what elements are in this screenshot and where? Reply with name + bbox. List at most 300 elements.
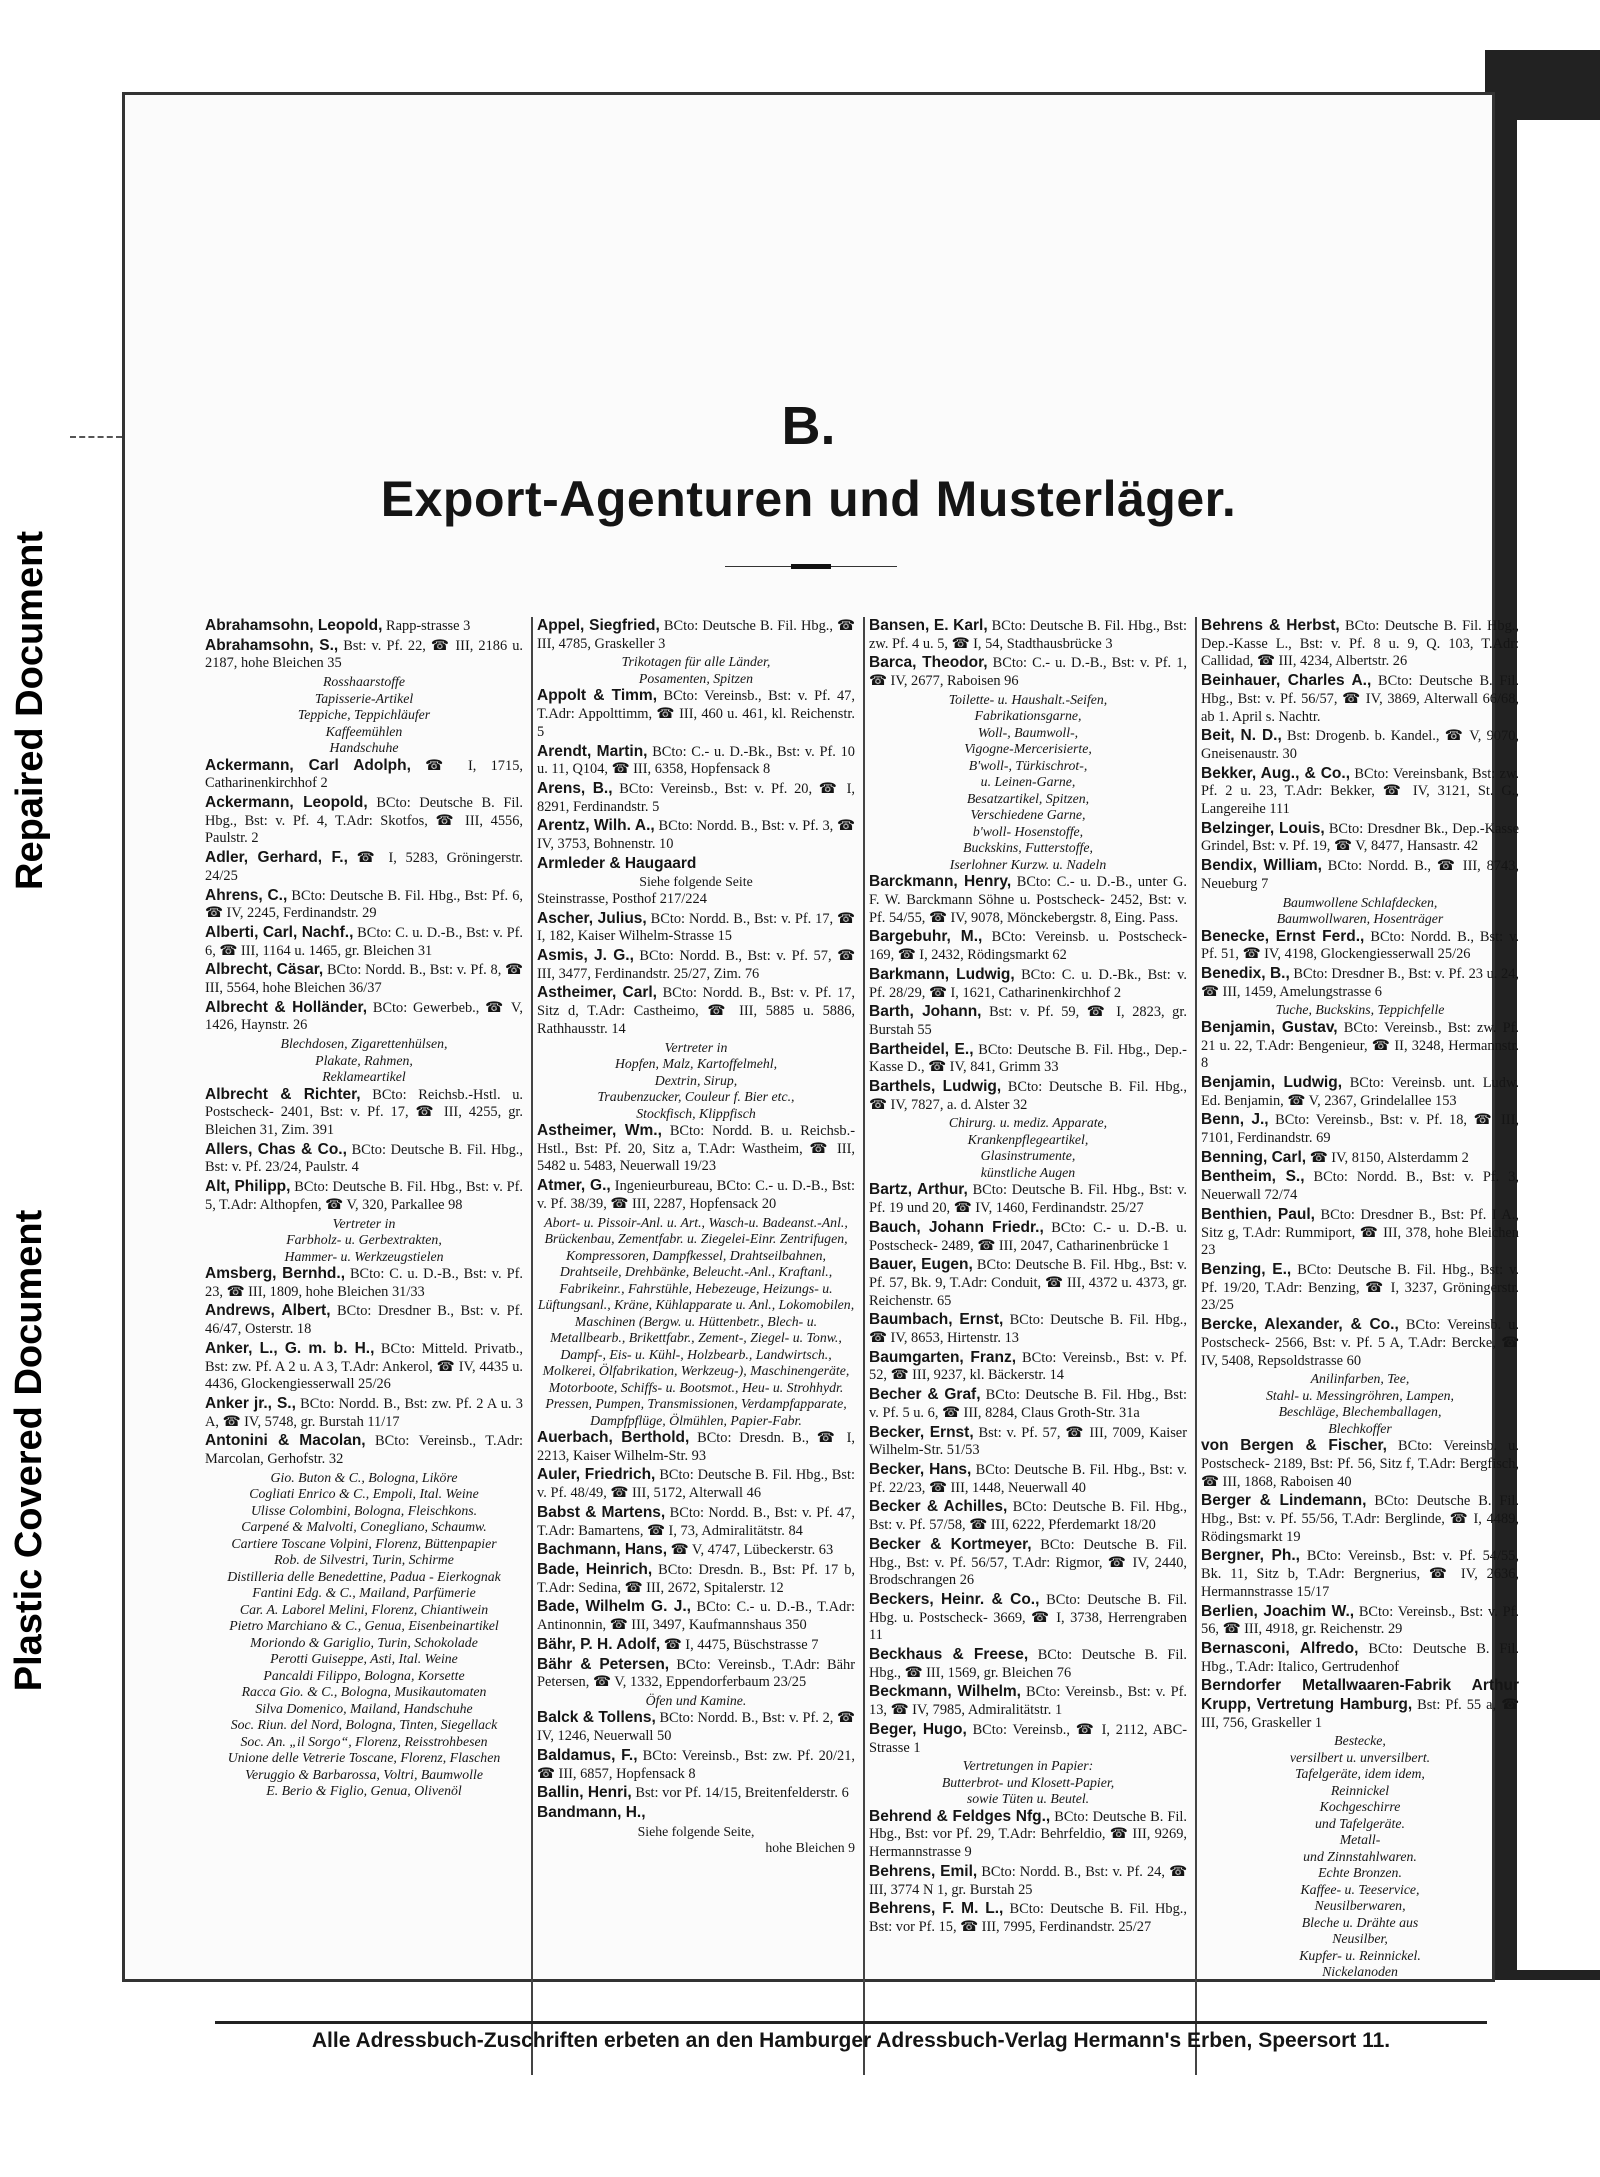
entry-firm-name: Abrahamsohn, S., <box>205 636 339 654</box>
entry-details: BCto: Deutsche B. Fil. Hbg., Bst: vor Pf. 15, ☎ III, 7995, Ferdinandstr. 25/27 <box>869 1901 1187 1935</box>
entry-details: Ingenieurbureau, BCto: C.- u. D.-B., Bst: v. Pf. 38/39, ☎ III, 2287, Hopfensack 20 <box>537 1178 855 1212</box>
entry-firm-name: Armleder & Haugaard <box>537 854 697 872</box>
directory-entry <box>205 924 523 960</box>
entry-firm-name: Bercke, Alexander, & Co., <box>1201 1316 1399 1334</box>
entry-firm-name: Beckers, Heinr. & Co., <box>869 1590 1040 1608</box>
directory-entry <box>869 1536 1187 1590</box>
entry-product-line: Cogliati Enrico & C., Empoli, Ital. Weine <box>249 1486 479 1502</box>
entry-product-line: versilbert u. unversilbert. <box>1289 1749 1431 1765</box>
entry-details: BCto: Vereinsb. u. Postscheck- 2566, Bst: v. Pf. 5 A, T.Adr: Bercke, ☎ IV, 5408, Repsoldstrasse 60 <box>1201 1317 1519 1369</box>
entry-details: BCto: C. u. D.-Bk., Bst: v. Pf. 28/29, ☎ I, 1621, Catharinenkirchhof 2 <box>869 966 1187 1001</box>
directory-entry <box>537 617 855 653</box>
directory-entry <box>1201 1640 1519 1676</box>
entry-product-line: Tafelgeräte, idem idem, <box>1295 1766 1425 1782</box>
directory-entry <box>205 757 523 793</box>
entry-details: BCto: Dresdner B., Bst: v. Pf. 46/47, Osterstr. 18 <box>205 1303 523 1338</box>
entry-details: BCto: Vereinsb., ☎ I, 2112, ABC-Strasse 1 <box>869 1721 1187 1756</box>
entry-product-line: Pietro Marchiano & C., Genua, Eisenbeinartikel <box>229 1618 499 1634</box>
entry-product-line: Soc. Riun. del Nord, Bologna, Tinten, Siegellack <box>230 1717 498 1733</box>
directory-entry <box>537 780 855 816</box>
entry-product-line: Stahl- u. Messingröhren, Lampen, <box>1265 1387 1455 1403</box>
entry-firm-name: Appel, Siegfried, <box>537 617 660 634</box>
entry-details: BCto: Vereinsb., Bst: v. Pf. 18, ☎ III, 7101, Ferdinandstr. 69 <box>1201 1112 1519 1147</box>
entry-details: BCto: Deutsche B. Fil. Hbg., ☎ IV, 7827, a. d. Alster 32 <box>869 1079 1187 1113</box>
entry-firm-name: Beinhauer, Charles A., <box>1201 672 1372 690</box>
entry-product-line: Baumwollene Schlafdecken, <box>1282 894 1438 910</box>
directory-entry <box>1201 1677 1519 1732</box>
directory-entry <box>1201 1547 1519 1601</box>
directory-entry <box>869 1808 1187 1862</box>
entry-product-line: und Zinnstahlwaren. <box>1303 1848 1417 1864</box>
entry-details: BCto: Vereinsb., Bst: v. Pf. 47, T.Adr: Appolttimm, ☎ III, 460 u. 461, kl. Reichenstr. 5 <box>537 688 855 740</box>
section-letter: B. <box>781 396 836 456</box>
entry-firm-name: Beckhaus & Freese, <box>869 1646 1029 1664</box>
entry-details: BCto: Dresdner B., Bst: v. Pf. 23 u. 24, ☎ III, 1459, Amelungstrasse 6 <box>1201 965 1519 1000</box>
entry-product-line: Kaffeemühlen <box>325 723 403 739</box>
directory-entry <box>537 687 855 741</box>
entry-details: BCto: Deutsche B. Fil. Hbg., ☎ III, 4785, Graskeller 3 <box>537 618 855 652</box>
entry-details: BCto: Nordd. B., Bst: v. Pf. 51, ☎ IV, 4198, Glockengiesserwall 25/26 <box>1201 928 1519 963</box>
directory-entry <box>1201 820 1519 856</box>
entry-details: BCto: Deutsche B. Fil. Hbg. u. Postscheck- 3669, ☎ I, 3738, Herrengraben 11 <box>869 1591 1187 1644</box>
entry-details: BCto: Deutsche B. Fil. Hbg., Bst: v. Pf. 19 und 20, ☎ IV, 1460, Ferdinandstr. 25/27 <box>869 1182 1187 1217</box>
entry-firm-name: Auerbach, Berthold, <box>537 1429 690 1447</box>
entry-firm-name: Ackermann, Leopold, <box>205 794 368 812</box>
entry-firm-name: Albrecht, Cäsar, <box>205 961 324 979</box>
entry-details: BCto: Nordd. B., Bst: zw. Pf. 2 A u. 3 A, ☎ IV, 5748, gr. Burstah 11/17 <box>205 1396 523 1430</box>
entry-firm-name: Behrens & Herbst, <box>1201 617 1340 634</box>
directory-entry <box>537 891 855 909</box>
entry-product-line: Metall- <box>1339 1832 1381 1848</box>
directory-entry <box>869 617 1187 653</box>
entry-firm-name: Benjamin, Gustav, <box>1201 1018 1338 1036</box>
entry-details: BCto: Nordd. B., Bst: v. Pf. 57, ☎ III, 3477, Ferdinandstr. 25/27, Zim. 76 <box>537 948 855 982</box>
directory-entry <box>537 1784 855 1803</box>
entry-details: Bst: Drogenb. b. Kandel., ☎ V, 9070, Gneisenaustr. 30 <box>1201 728 1519 762</box>
entry-product-line: Neusilber, <box>1332 1931 1388 1947</box>
entry-firm-name: Baumgarten, Franz, <box>869 1348 1017 1366</box>
entry-details: BCto: Deutsche B. Fil. Hbg., Bst: v. Pf. 4, T.Adr: Skotfos, ☎ III, 4556, Paulstr. 2 <box>205 795 523 847</box>
directory-entry <box>1201 1206 1519 1260</box>
directory-entry <box>205 849 523 885</box>
entry-product-line: Kochgeschirre <box>1319 1799 1401 1815</box>
entry-firm-name: Beit, N. D., <box>1201 727 1282 745</box>
directory-entry <box>537 855 855 874</box>
entry-firm-name: Benthien, Paul, <box>1201 1205 1315 1223</box>
entry-firm-name: Bachmann, Hans, <box>537 1541 668 1559</box>
directory-entry <box>1201 1437 1519 1491</box>
directory-entry <box>1201 617 1519 671</box>
directory-entry <box>869 1863 1187 1899</box>
entry-details: BCto: Vereinsb., T.Adr: Bähr Petersen, ☎ V, 1332, Eppendorferbaum 23/25 <box>537 1656 855 1691</box>
entry-product-line: Tapisserie-Artikel <box>314 690 414 706</box>
directory-entry <box>1201 857 1519 893</box>
entry-product-line: Blechdosen, Zigarettenhülsen, <box>280 1036 448 1052</box>
directory-entry <box>1201 1111 1519 1147</box>
column-3 <box>869 617 1187 2075</box>
directory-entry <box>869 1461 1187 1497</box>
entry-product-line: Veruggio & Barbarossa, Voltri, Baumwolle <box>245 1766 483 1782</box>
entry-details: ☎ I, 5283, Gröningerstr. 24/25 <box>205 850 523 884</box>
entry-details: Bst: v. Pf. 57, ☎ III, 7009, Kaiser Wilhelm-Str. 51/53 <box>869 1424 1187 1459</box>
entry-product-line: Besatzartikel, Spitzen, <box>966 790 1090 806</box>
entry-firm-name: Abrahamsohn, Leopold, <box>205 617 383 634</box>
entry-product-line: Vigogne-Mercerisierte, <box>964 741 1092 757</box>
entry-details: Bst: v. Pf. 22, ☎ III, 2186 u. 2187, hohe Bleichen 35 <box>205 637 523 672</box>
directory-entry <box>1201 1316 1519 1370</box>
entry-details: BCto: Vereinsb., Bst: zw. Pf. 20/21, ☎ III, 6857, Hopfensack 8 <box>537 1747 855 1782</box>
entry-product-line: Buckskins, Futterstoffe, <box>963 840 1093 856</box>
directory-entry <box>537 1429 855 1465</box>
entry-product-line: b'woll- Hosenstoffe, <box>972 823 1084 839</box>
entry-details: BCto: Vereinsb., Bst: zw. Pf. 21 u. 22, T.Adr: Bengenieur, ☎ II, 3248, Hermannstr. 8 <box>1201 1019 1519 1072</box>
entry-product-line: sowie Tüten u. Beutel. <box>966 1791 1090 1807</box>
directory-entry <box>869 1900 1187 1936</box>
entry-details: BCto: Vereinsbank, Bst: zw. Pf. 2 u. 23, T.Adr: Bekker, ☎ IV, 3121, St. G., Langereihe 111 <box>1201 765 1519 818</box>
entry-firm-name: Bähr, P. H. Adolf, <box>537 1635 661 1653</box>
entry-firm-name: Babst & Martens, <box>537 1503 666 1521</box>
entry-firm-name: Becker, Hans, <box>869 1461 972 1478</box>
entry-firm-name: Bergner, Ph., <box>1201 1547 1300 1565</box>
entry-details: BCto: Nordd. B., Bst: v. Pf. 8, ☎ III, 5564, hohe Bleichen 36/37 <box>205 962 523 997</box>
entry-firm-name: Alt, Philipp, <box>205 1178 291 1196</box>
entry-firm-name: Baumbach, Ernst, <box>869 1311 1004 1329</box>
entry-product-line: und Tafelgeräte. <box>1315 1815 1405 1831</box>
entry-details: ☎ I, 4475, Büschstrasse 7 <box>663 1636 819 1653</box>
directory-entry <box>537 743 855 779</box>
entry-firm-name: Albrecht & Richter, <box>205 1085 361 1103</box>
entry-firm-name: Ascher, Julius, <box>537 909 647 927</box>
entry-details: BCto: Vereinsb. u. Postscheck- 2189, Bst: Pf. 56, Sitz f, T.Adr: Bergfisch, ☎ III, 1868, Raboisen 40 <box>1201 1438 1519 1490</box>
entry-product-line: Teppiche, Teppichläufer <box>297 707 431 723</box>
entry-firm-name: Becher & Graf, <box>869 1386 981 1404</box>
entry-details: BCto: Nordd. B., Bst: v. Pf. 17, Sitz d, T.Adr: Castheimo, ☎ III, 5885 u. 5886, Rathhausstr. 14 <box>537 985 855 1037</box>
directory-entry <box>869 1646 1187 1682</box>
entry-product-line: Hammer- u. Werkzeugstielen <box>284 1248 444 1264</box>
column-1 <box>205 617 523 2075</box>
directory-entry <box>537 947 855 983</box>
entry-firm-name: Barckmann, Henry, <box>869 873 1012 891</box>
entry-firm-name: Appolt & Timm, <box>537 687 657 705</box>
directory-entry <box>537 1122 855 1176</box>
entry-product-line: Vertretungen in Papier: <box>962 1758 1094 1774</box>
directory-entry <box>205 999 523 1035</box>
entry-details: Rapp-strasse 3 <box>386 618 471 634</box>
entry-details: BCto: Deutsche B. Fil. Hbg., Dep.-Kasse D., ☎ IV, 841, Grimm 33 <box>869 1041 1187 1076</box>
directory-entry <box>205 1432 523 1468</box>
entry-details: BCto: Deutsche B. Fil. Hbg., ☎ IV, 8653, Hirtenstr. 13 <box>869 1312 1187 1347</box>
entry-details: Steinstrasse, Posthof 217/224 <box>537 890 707 907</box>
entry-product-line: Reklameartikel <box>322 1069 406 1085</box>
directory-entry <box>537 817 855 853</box>
repaired-document-label <box>0 440 60 980</box>
directory-entry <box>205 1340 523 1394</box>
entry-details: BCto: Nordd. B. u. Reichsb.-Hstl., Bst: Pf. 20, Sitz a, T.Adr: Wastheim, ☎ III, 5482 u. 5483, Neuerwall 19/23 <box>537 1123 855 1175</box>
entry-details: BCto: Vereinsb., Bst: v. Pf. 52, ☎ III, 9237, kl. Bäckerstr. 14 <box>869 1349 1187 1384</box>
entry-firm-name: Atmer, G., <box>537 1177 611 1195</box>
entry-details: BCto: C.- u. D.-B., unter G. F. W. Barckmann Söhne u. Postscheck- 2452, Bst: v. Pf. 54/55, ☎ IV, 9078, Mönckebergstr. 8, Eing. Pass. <box>869 874 1187 926</box>
entry-product-line: Dextrin, Sirup, <box>654 1072 738 1088</box>
entry-product-line: Carpené & Malvolti, Conegliano, Schaumw. <box>241 1519 487 1535</box>
entry-details: Bst: Pf. 55 a, ☎ III, 756, Graskeller 1 <box>1201 1697 1519 1731</box>
entry-details: BCto: Deutsche B. Fil. Hbg., Bst: v. Pf. 57, Bk. 9, T.Adr: Conduit, ☎ III, 4372 u. 4373, gr. Reichenstr. 65 <box>869 1257 1187 1309</box>
entry-details: BCto: C.- u. D.-B., T.Adr: Antinonnin, ☎ III, 3497, Kaufmannshaus 350 <box>537 1599 855 1634</box>
entry-firm-name: Bansen, E. Karl, <box>869 617 988 634</box>
entry-firm-name: Albrecht & Holländer, <box>205 998 368 1016</box>
entry-details: BCto: C. u. D.-B., Bst: v. Pf. 23, ☎ III, 1809, hohe Bleichen 31/33 <box>205 1266 523 1300</box>
title-ornament <box>725 565 897 569</box>
entry-firm-name: Benzing, E., <box>1201 1261 1292 1278</box>
entry-product-line: Chirurg. u. mediz. Apparate, <box>948 1115 1108 1131</box>
entry-firm-name: Allers, Chas & Co., <box>205 1140 347 1158</box>
directory-entry <box>537 1561 855 1597</box>
directory-entry <box>205 1395 523 1431</box>
directory-entry <box>537 1747 855 1783</box>
entry-firm-name: von Bergen & Fischer, <box>1201 1437 1387 1455</box>
entry-product-line: Nickelanoden <box>1322 1964 1398 1980</box>
entry-firm-name: Bartz, Arthur, <box>869 1181 968 1199</box>
directory-entry <box>205 961 523 997</box>
entry-firm-name: Beckmann, Wilhelm, <box>869 1683 1021 1701</box>
entry-product-line: Anilinfarben, Tee, <box>1310 1371 1410 1387</box>
entry-product-line: Baumwollwaren, Hosenträger <box>1276 911 1444 927</box>
entry-details: BCto: Deutsche B. Fil. Hbg., Bst: v. Pf. 5, T.Adr: Althopfen, ☎ V, 320, Parkallee 98 <box>205 1179 523 1213</box>
directory-entry <box>869 1219 1187 1255</box>
entry-firm-name: Behrens, F. M. L., <box>869 1900 1004 1918</box>
entry-firm-name: Bade, Wilhelm G. J., <box>537 1598 691 1616</box>
entry-firm-name: Bandmann, H., <box>537 1803 646 1821</box>
entry-product-line: Bestecke, <box>1334 1733 1386 1749</box>
directory-entry <box>205 617 523 636</box>
directory-entry <box>205 1265 523 1301</box>
entry-product-line: Blechkoffer <box>1328 1420 1392 1436</box>
entry-product-line: Handschuhe <box>329 740 399 756</box>
entry-details: BCto: C.- u. D.-B. u. Postscheck- 2489, ☎ III, 2047, Catharinenbrücke 1 <box>869 1219 1187 1254</box>
entry-product-line: Car. A. Laborel Melini, Florenz, Chiantiwein <box>239 1601 489 1617</box>
directory-entry <box>869 1003 1187 1039</box>
entry-firm-name: Anker, L., G. m. b. H., <box>205 1339 375 1357</box>
entry-details: BCto: Deutsche B. Fil. Hbg., Bst: v. Pf. 55/56, T.Adr: Berglinde, ☎ I, 4489, Rödingsmarkt 19 <box>1201 1493 1519 1545</box>
directory-entry <box>537 1177 855 1213</box>
directory-entry <box>869 1683 1187 1719</box>
entry-product-line: Tuche, Buckskins, Teppichfelle <box>1275 1002 1445 1018</box>
entry-details: BCto: Nordd. B., Bst: v. Pf. 3, ☎ IV, 3753, Bohnenstr. 10 <box>537 818 855 853</box>
entry-columns <box>205 617 1519 2102</box>
directory-entry <box>869 654 1187 690</box>
entry-details: BCto: Nordd. B., Bst: v. Pf. 3, Neuerwall 72/74 <box>1201 1169 1519 1204</box>
entry-details: Bst: vor Pf. 14/15, Breitenfelderstr. 6 <box>635 1785 849 1802</box>
directory-entry <box>869 928 1187 964</box>
entry-firm-name: Astheimer, Wm., <box>537 1122 662 1140</box>
entry-product-line: Toilette- u. Haushalt.-Seifen, <box>948 691 1108 707</box>
entry-firm-name: Andrews, Albert, <box>205 1302 331 1320</box>
entry-product-line: Posamenten, Spitzen <box>638 670 754 686</box>
column-2 <box>537 617 855 2075</box>
entry-details: BCto: Deutsche B. Fil. Hbg., Bst: v. Pf. 48/49, ☎ III, 5172, Alterwall 46 <box>537 1467 855 1502</box>
entry-details: BCto: Deutsche B. Fil. Hbg., Bst: v. Pf. 19/20, T.Adr: Benzing, ☎ I, 3237, Gröningerstr. 23/25 <box>1201 1262 1519 1314</box>
entry-details: BCto: Dresdner Bk., Dep.-Kasse Grindel, Bst: v. Pf. 19, ☎ V, 8477, Hansastr. 42 <box>1201 820 1519 855</box>
entry-firm-name: Bekker, Aug., & Co., <box>1201 764 1351 782</box>
entry-firm-name: Asmis, J. G., <box>537 947 634 965</box>
entry-firm-name: Adler, Gerhard, F., <box>205 849 348 867</box>
entry-product-line: Moriondo & Gariglio, Turin, Schokolade <box>250 1634 478 1650</box>
entry-firm-name: Berger & Lindemann, <box>1201 1492 1367 1510</box>
directory-entry <box>537 1709 855 1745</box>
directory-entry <box>869 966 1187 1002</box>
directory-entry <box>1201 1074 1519 1110</box>
entry-product-line: Pancaldi Filippo, Bologna, Korsette <box>263 1667 465 1683</box>
scan-dash-line <box>70 436 122 438</box>
entry-firm-name: Becker & Kortmeyer, <box>869 1535 1032 1553</box>
entry-firm-name: Benjamin, Ludwig, <box>1201 1073 1342 1091</box>
entry-product-line: Woll-, Baumwoll-, <box>977 724 1079 740</box>
directory-entry <box>869 1349 1187 1385</box>
directory-entry <box>205 1141 523 1177</box>
entry-firm-name: Arendt, Martin, <box>537 742 648 760</box>
directory-entry <box>537 1804 855 1823</box>
entry-firm-name: Baldamus, F., <box>537 1746 638 1764</box>
entry-details: BCto: Vereinsb. unt. Ludw. Ed. Benjamin, ☎ V, 2367, Grindelallee 153 <box>1201 1074 1519 1109</box>
entry-firm-name: Becker, Ernst, <box>869 1423 974 1441</box>
entry-firm-name: Bauer, Eugen, <box>869 1256 973 1274</box>
entry-product-line: Öfen und Kamine. <box>645 1692 747 1708</box>
entry-details: BCto: C. u. D.-B., Bst: v. Pf. 6, ☎ III, 1164 u. 1465, gr. Bleichen 31 <box>205 924 523 959</box>
entry-details: ☎ I, 1715, Catharinenkirchhof 2 <box>205 757 523 792</box>
entry-product-line: Silva Domenico, Mailand, Handschuhe <box>255 1700 473 1716</box>
directory-entry <box>869 1424 1187 1460</box>
entry-product-line: Kupfer- u. Reinnickel. <box>1299 1947 1421 1963</box>
directory-entry <box>869 1041 1187 1077</box>
section-title: Export-Agenturen und Musterläger. <box>380 471 1237 527</box>
directory-entry <box>1201 1603 1519 1639</box>
directory-entry <box>1201 1492 1519 1546</box>
entry-product-line: Soc. An. „il Sorgo“, Florenz, Reisstrohbesen <box>240 1733 488 1749</box>
plastic-covered-document-label <box>0 1180 60 1720</box>
entry-product-line: Rosshaarstoffe <box>322 674 406 690</box>
entry-firm-name: Belzinger, Louis, <box>1201 819 1325 837</box>
entry-details: BCto: Nordd. B., ☎ III, 8743, Neueburg 7 <box>1201 858 1519 892</box>
entry-details: BCto: Deutsche B. Fil. Hbg., Bst: v. Pf. 22/23, ☎ III, 1448, Neuerwall 40 <box>869 1462 1187 1496</box>
entry-firm-name: Ballin, Henri, <box>537 1784 632 1802</box>
entry-firm-name: Benn, J., <box>1201 1111 1269 1129</box>
entry-firm-name: Berndorfer Metallwaaren-Fabrik Arthur Krupp, Vertretung Hamburg, <box>1201 1677 1519 1714</box>
directory-entry <box>1201 965 1519 1001</box>
directory-entry <box>205 1302 523 1338</box>
directory-entry <box>1201 1019 1519 1073</box>
entry-details: BCto: Deutsche B. Fil. Hbg., ☎ III, 1569, gr. Bleichen 76 <box>869 1647 1187 1681</box>
entry-details: BCto: Gewerbeb., ☎ V, 1426, Haynstr. 26 <box>205 999 523 1034</box>
entry-details: BCto: Deutsche B. Fil. Hbg., Bst: zw. Pf. 4 u. 5, ☎ I, 54, Stadthausbrücke 3 <box>869 618 1187 652</box>
entry-firm-name: Balck & Tollens, <box>537 1709 656 1727</box>
footer-rule <box>215 2021 1487 2024</box>
directory-entry <box>537 1656 855 1692</box>
footer-note: Alle Adressbuch-Zuschriften erbeten an den Hamburger Adressbuch-Verlag Hermann's Erben, Speersort 11. <box>311 2029 1391 2052</box>
directory-entry <box>869 1256 1187 1310</box>
entry-product-line: Stockfisch, Klippfisch <box>636 1105 756 1121</box>
entry-product-line: Vertreter in <box>332 1215 396 1231</box>
directory-entry <box>537 910 855 946</box>
entry-details: BCto: Deutsche B. Fil. Hbg., Bst: v. Pf. 57/58, ☎ III, 6222, Pferdemarkt 18/20 <box>869 1499 1187 1534</box>
entry-details: BCto: Deutsche B. Fil. Hbg., Bst: v. Pf. 56/57, ☎ IV, 3869, Alterwall 66/68, ab 1. April s. Nachtr. <box>1201 673 1519 725</box>
entry-product-line: Gio. Buton & C., Bologna, Liköre <box>270 1469 458 1485</box>
entry-product-line: Traubenzucker, Couleur f. Bier etc., <box>597 1089 795 1105</box>
entry-details: ☎ IV, 8150, Alsterdamm 2 <box>1309 1149 1469 1166</box>
entry-details: BCto: Deutsche B. Fil. Hbg., Bst: v. Pf. 5 u. 6, ☎ III, 8284, Claus Groth-Str. 31a <box>869 1387 1187 1421</box>
entry-firm-name: Arentz, Wilh. A., <box>537 817 655 835</box>
directory-entry <box>869 1498 1187 1534</box>
entry-product-line: Vertreter in <box>664 1039 728 1055</box>
entry-product-line: künstliche Augen <box>980 1164 1076 1180</box>
entry-details: BCto: C.- u. D.-B., Bst: v. Pf. 1, ☎ IV, 2677, Raboisen 96 <box>869 655 1187 690</box>
entry-firm-name: Beger, Hugo, <box>869 1720 967 1738</box>
entry-details: BCto: Vereinsb., T.Adr: Marcolan, Gerhofstr. 32 <box>205 1433 523 1468</box>
directory-entry <box>1201 928 1519 964</box>
entry-product-line: Farbholz- u. Gerbextrakten, <box>286 1232 442 1248</box>
entry-firm-name: Behrend & Feldges Nfg., <box>869 1807 1051 1825</box>
entry-firm-name: Alberti, Carl, Nachf., <box>205 923 354 941</box>
entry-product-line: Kaffee- u. Teeservice, <box>1300 1881 1420 1897</box>
entry-firm-name: Anker jr., S., <box>205 1395 296 1412</box>
entry-firm-name: Amsberg, Bernhd., <box>205 1265 345 1283</box>
directory-entry <box>205 1178 523 1214</box>
entry-details: BCto: Nordd. B., Bst: v. Pf. 2, ☎ IV, 1246, Neuerwall 50 <box>537 1710 855 1745</box>
entry-note: Siehe folgende Seite <box>639 874 753 890</box>
entry-product-line: Iserlohner Kurzw. u. Nadeln <box>949 856 1107 872</box>
directory-entry <box>869 1386 1187 1422</box>
entry-firm-name: Auler, Friedrich, <box>537 1466 656 1484</box>
entry-product-line: Rob. de Silvestri, Turin, Schirme <box>274 1552 454 1568</box>
entry-product-line: Verschiedene Garne, <box>970 807 1086 823</box>
entry-details: BCto: Mitteld. Privatb., Bst: zw. Pf. A 2 u. A 3, T.Adr: Ankerol, ☎ IV, 4435 u. 4436, Glockengiesserwall 25/26 <box>205 1340 523 1393</box>
entry-details: BCto: Deutsche B. Fil. Hbg., Bst: vor Pf. 29, T.Adr: Behrfeldio, ☎ III, 9269, Hermannstrasse 9 <box>869 1808 1187 1861</box>
document-page <box>122 92 1519 2052</box>
column-4 <box>1201 617 1519 2075</box>
column-divider <box>531 617 533 2075</box>
entry-details: BCto: Dresdn. B., ☎ I, 2213, Kaiser Wilhelm-Str. 93 <box>537 1430 855 1464</box>
entry-firm-name: Bartheidel, E., <box>869 1040 974 1058</box>
entry-firm-name: Barthels, Ludwig, <box>869 1078 1002 1096</box>
entry-details: BCto: Vereinsb., Bst: v. Pf. 56, ☎ III, 4918, gr. Reichenstr. 29 <box>1201 1603 1519 1638</box>
column-divider <box>1195 617 1197 2075</box>
entry-firm-name: Benedix, B., <box>1201 964 1290 982</box>
directory-entry <box>1201 672 1519 726</box>
entry-product-line: Racca Gio. & C., Bologna, Musikautomaten <box>241 1684 487 1700</box>
directory-entry <box>869 1078 1187 1114</box>
entry-firm-name: Barca, Theodor, <box>869 654 988 672</box>
entry-details: BCto: Nordd. B., Bst: v. Pf. 17, ☎ I, 182, Kaiser Wilhelm-Strasse 15 <box>537 910 855 945</box>
entry-product-line: Unione delle Vetrerie Toscane, Florenz, Flaschen <box>227 1750 501 1766</box>
entry-product-line: u. Leinen-Garne, <box>980 774 1076 790</box>
entry-product-line: Krankenpflegeartikel, <box>967 1131 1089 1147</box>
directory-entry <box>205 637 523 673</box>
entry-firm-name: Ackermann, Carl Adolph, <box>205 756 411 774</box>
entry-firm-name: Becker & Achilles, <box>869 1498 1008 1516</box>
entry-firm-name: Barkmann, Ludwig, <box>869 965 1015 983</box>
entry-details: Bst: v. Pf. 59, ☎ I, 2823, gr. Burstah 55 <box>869 1004 1187 1038</box>
directory-entry <box>869 1181 1187 1217</box>
entry-product-line: Ulisse Colombini, Bologna, Fleischkons. <box>250 1502 478 1518</box>
entry-details: BCto: C.- u. D.-Bk., Bst: v. Pf. 10 u. 11, Q104, ☎ III, 6358, Hopfensack 8 <box>537 743 855 778</box>
entry-details: BCto: Deutsche B. Fil. Hbg., Bst: v. Pf. 23/24, Paulstr. 4 <box>205 1141 523 1176</box>
entry-firm-name: Benning, Carl, <box>1201 1148 1307 1166</box>
entry-details: BCto: Deutsche B. Fil. Hbg., T.Adr: Italico, Gertrudenhof <box>1201 1640 1519 1675</box>
directory-entry <box>205 887 523 923</box>
directory-entry <box>205 794 523 848</box>
entry-details: BCto: Vereinsb. u. Postscheck- 169, ☎ I, 2432, Rödingsmarkt 62 <box>869 929 1187 964</box>
entry-details: BCto: Vereinsb., Bst: v. Pf. 54/55, Bk. 11, Sitz b, T.Adr: Bergnerius, ☎ IV, 2636, Hermannstrasse 15/17 <box>1201 1548 1519 1600</box>
directory-entry <box>205 1086 523 1140</box>
entry-firm-name: Bauch, Johann Friedr., <box>869 1218 1044 1236</box>
